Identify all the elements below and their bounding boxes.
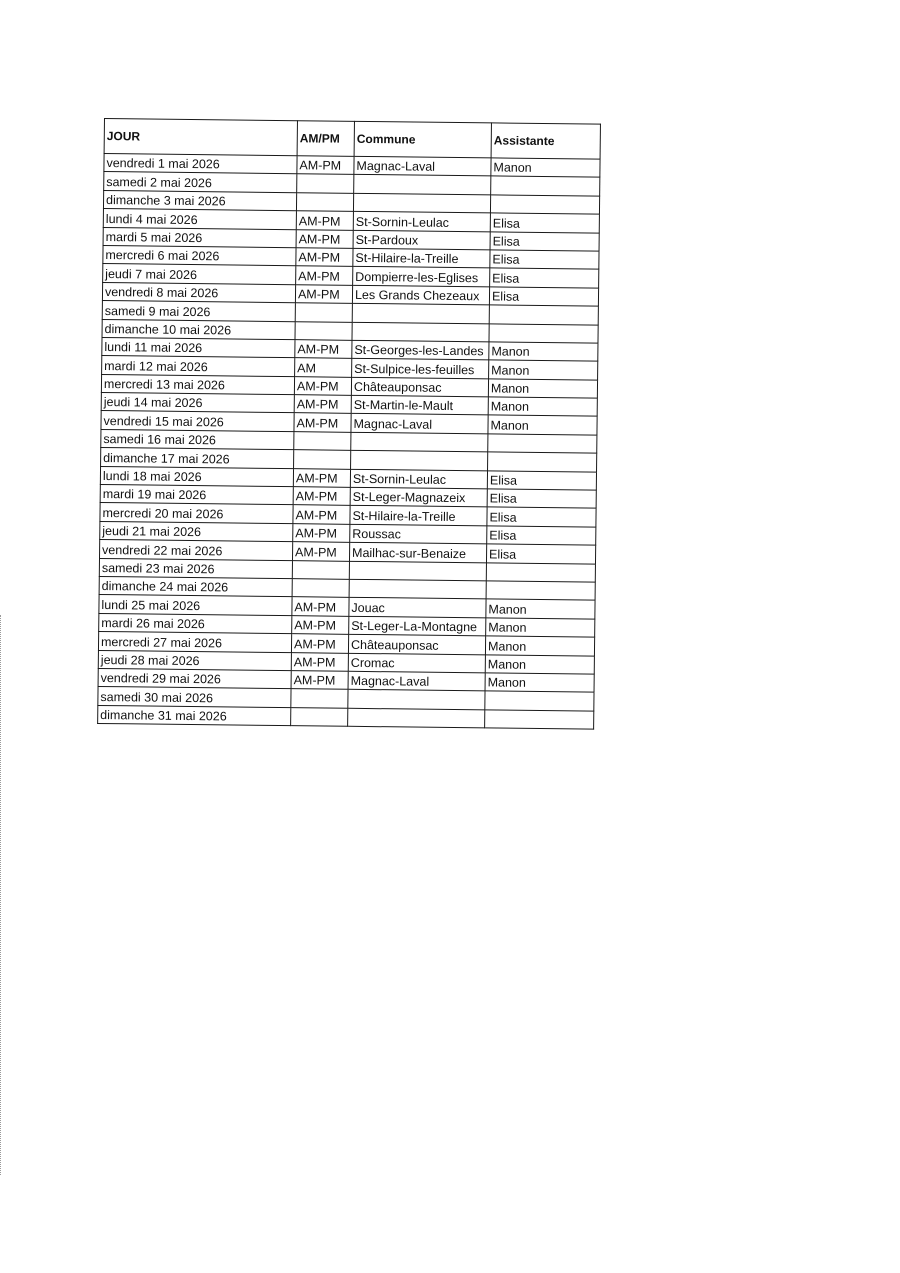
cell-ampm: AM-PM — [294, 395, 351, 414]
cell-assistant: Elisa — [490, 250, 599, 270]
schedule-table — [97, 118, 601, 730]
cell-commune: St-Hilaire-la-Treille — [350, 506, 487, 526]
cell-ampm: AM-PM — [293, 523, 350, 542]
cell-assistant — [489, 323, 598, 343]
cell-day: vendredi 22 mai 2026 — [100, 540, 293, 561]
cell-commune: St-Leger-Magnazeix — [350, 487, 487, 507]
header-commune: Commune — [354, 121, 491, 158]
cell-commune — [354, 175, 491, 195]
cell-commune: St-Sornin-Leulac — [350, 469, 487, 489]
cell-commune: Jouac — [349, 598, 486, 618]
cell-day: dimanche 3 mai 2026 — [103, 190, 296, 211]
cell-day: lundi 25 mai 2026 — [99, 595, 292, 616]
cell-ampm: AM — [295, 358, 352, 377]
cell-commune: St-Pardoux — [353, 230, 490, 250]
cell-day: mardi 5 mai 2026 — [103, 227, 296, 248]
cell-commune: Dompierre-les-Eglises — [353, 267, 490, 287]
cell-day: mercredi 6 mai 2026 — [103, 245, 296, 266]
cell-day: samedi 9 mai 2026 — [102, 301, 295, 322]
cell-assistant: Manon — [491, 158, 600, 178]
cell-commune: St-Sulpice-les-feuilles — [352, 359, 489, 379]
cell-assistant: Elisa — [489, 287, 598, 307]
cell-ampm — [295, 303, 352, 322]
cell-assistant: Manon — [485, 654, 594, 674]
cell-day: vendredi 8 mai 2026 — [102, 282, 295, 303]
cell-day: lundi 18 mai 2026 — [100, 466, 293, 487]
table-header-row — [104, 119, 600, 160]
cell-assistant: Elisa — [487, 489, 596, 509]
cell-day: lundi 11 mai 2026 — [102, 337, 295, 358]
cell-assistant — [489, 305, 598, 325]
cell-day: dimanche 24 mai 2026 — [99, 576, 292, 597]
cell-ampm — [294, 432, 351, 451]
cell-commune: St-Leger-La-Montagne — [349, 616, 486, 636]
cell-day: samedi 16 mai 2026 — [101, 429, 294, 450]
cell-day: mardi 12 mai 2026 — [102, 356, 295, 377]
cell-day: mercredi 27 mai 2026 — [98, 632, 291, 653]
cell-commune: St-Martin-le-Mault — [351, 395, 488, 415]
scan-edge-line — [0, 615, 3, 1175]
cell-assistant: Manon — [485, 636, 594, 656]
cell-assistant: Elisa — [490, 268, 599, 288]
cell-ampm: AM-PM — [292, 542, 349, 561]
cell-ampm: AM-PM — [294, 413, 351, 432]
cell-ampm — [297, 174, 354, 193]
cell-day: mercredi 13 mai 2026 — [101, 374, 294, 395]
cell-day: vendredi 15 mai 2026 — [101, 411, 294, 432]
cell-day: jeudi 7 mai 2026 — [103, 264, 296, 285]
cell-assistant — [485, 691, 594, 711]
cell-day: jeudi 28 mai 2026 — [98, 650, 291, 671]
cell-ampm: AM-PM — [293, 487, 350, 506]
cell-assistant: Manon — [489, 342, 598, 362]
cell-ampm: AM-PM — [296, 266, 353, 285]
cell-assistant: Elisa — [490, 213, 599, 233]
cell-assistant: Manon — [486, 599, 595, 619]
cell-ampm: AM-PM — [294, 376, 351, 395]
cell-commune: Les Grands Chezeaux — [352, 285, 489, 305]
cell-commune — [349, 579, 486, 599]
cell-commune — [352, 303, 489, 323]
cell-assistant: Manon — [486, 618, 595, 638]
cell-day: jeudi 21 mai 2026 — [100, 521, 293, 542]
cell-ampm — [295, 321, 352, 340]
cell-commune: St-Georges-les-Landes — [352, 340, 489, 360]
cell-assistant — [488, 452, 597, 472]
cell-ampm: AM-PM — [296, 248, 353, 267]
cell-commune — [348, 708, 485, 728]
cell-day: dimanche 17 mai 2026 — [101, 448, 294, 469]
cell-assistant — [486, 581, 595, 601]
header-assistant: Assistante — [491, 123, 600, 159]
cell-day: samedi 2 mai 2026 — [104, 172, 297, 193]
cell-assistant: Elisa — [486, 544, 595, 564]
cell-commune — [351, 432, 488, 452]
cell-commune: Magnac-Laval — [348, 671, 485, 691]
cell-commune: Châteauponsac — [351, 377, 488, 397]
cell-commune — [348, 690, 485, 710]
cell-assistant — [490, 195, 599, 215]
cell-day: dimanche 31 mai 2026 — [98, 705, 291, 726]
cell-assistant: Elisa — [490, 231, 599, 251]
cell-commune: Magnac-Laval — [351, 414, 488, 434]
cell-commune: St-Sornin-Leulac — [353, 212, 490, 232]
cell-assistant: Manon — [488, 415, 597, 435]
cell-commune: Mailhac-sur-Benaize — [349, 543, 486, 563]
cell-ampm: AM-PM — [292, 597, 349, 616]
cell-assistant — [485, 710, 594, 730]
cell-day: samedi 30 mai 2026 — [98, 687, 291, 708]
cell-commune — [351, 451, 488, 471]
cell-assistant — [486, 562, 595, 582]
cell-ampm — [292, 560, 349, 579]
cell-assistant: Manon — [488, 397, 597, 417]
cell-ampm: AM-PM — [297, 156, 354, 175]
cell-ampm: AM-PM — [296, 211, 353, 230]
cell-ampm: AM-PM — [295, 340, 352, 359]
cell-ampm — [292, 579, 349, 598]
cell-commune: Cromac — [348, 653, 485, 673]
table-body — [98, 154, 600, 730]
cell-assistant: Elisa — [487, 471, 596, 491]
cell-ampm: AM-PM — [293, 505, 350, 524]
cell-ampm — [294, 450, 351, 469]
cell-ampm — [296, 192, 353, 211]
cell-day: jeudi 14 mai 2026 — [101, 393, 294, 414]
cell-ampm: AM-PM — [291, 652, 348, 671]
cell-ampm: AM-PM — [293, 468, 350, 487]
cell-ampm: AM-PM — [292, 615, 349, 634]
cell-commune: Châteauponsac — [348, 634, 485, 654]
cell-day: mardi 19 mai 2026 — [100, 485, 293, 506]
cell-assistant — [488, 434, 597, 454]
header-ampm: AM/PM — [297, 121, 354, 157]
cell-ampm — [291, 707, 348, 726]
cell-day: lundi 4 mai 2026 — [103, 209, 296, 230]
cell-commune: Magnac-Laval — [354, 156, 491, 176]
cell-ampm: AM-PM — [295, 284, 352, 303]
cell-day: vendredi 1 mai 2026 — [104, 154, 297, 175]
cell-day: mercredi 20 mai 2026 — [100, 503, 293, 524]
cell-assistant: Manon — [489, 360, 598, 380]
cell-commune: St-Hilaire-la-Treille — [353, 248, 490, 268]
cell-ampm: AM-PM — [296, 229, 353, 248]
cell-assistant: Elisa — [487, 526, 596, 546]
cell-commune: Roussac — [350, 524, 487, 544]
cell-assistant: Manon — [488, 379, 597, 399]
header-day: JOUR — [104, 119, 297, 156]
cell-assistant: Elisa — [487, 507, 596, 527]
cell-commune — [349, 561, 486, 581]
cell-day: mardi 26 mai 2026 — [99, 613, 292, 634]
cell-commune — [353, 193, 490, 213]
cell-assistant: Manon — [485, 673, 594, 693]
cell-ampm: AM-PM — [291, 634, 348, 653]
cell-ampm — [291, 689, 348, 708]
cell-day: dimanche 10 mai 2026 — [102, 319, 295, 340]
cell-assistant — [491, 176, 600, 196]
cell-day: samedi 23 mai 2026 — [99, 558, 292, 579]
cell-commune — [352, 322, 489, 342]
cell-ampm: AM-PM — [291, 671, 348, 690]
cell-day: vendredi 29 mai 2026 — [98, 668, 291, 689]
